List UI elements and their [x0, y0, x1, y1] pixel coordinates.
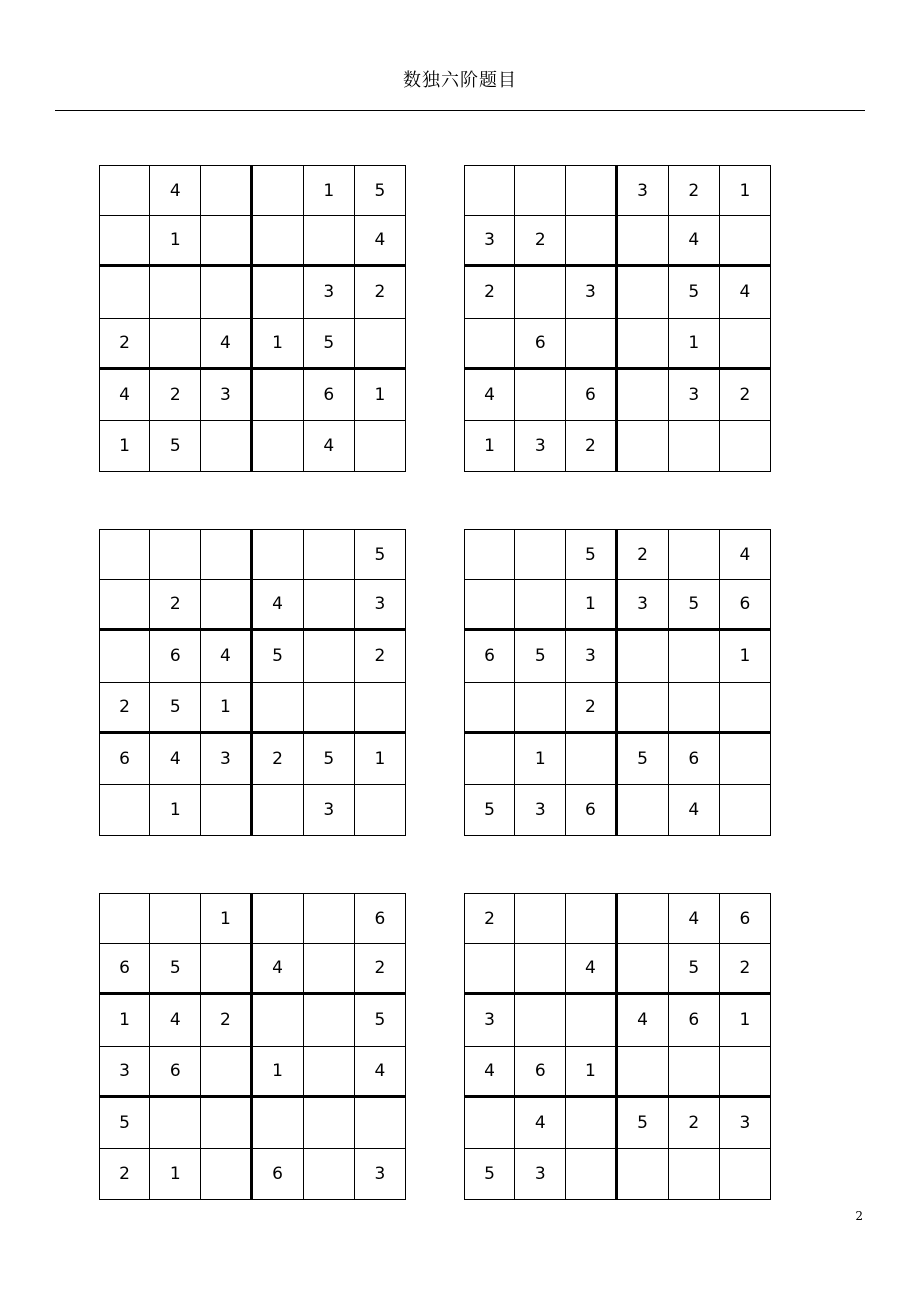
page-number: 2	[855, 1209, 863, 1223]
sudoku-cell: 2	[355, 267, 406, 318]
sudoku-cell	[304, 1149, 355, 1200]
sudoku-cell: 5	[669, 267, 720, 318]
sudoku-cell: 3	[618, 580, 669, 631]
sudoku-cell: 1	[150, 1149, 201, 1200]
sudoku-cell	[304, 944, 355, 995]
sudoku-cell	[566, 995, 617, 1046]
sudoku-cell	[253, 370, 304, 421]
sudoku-grid-6	[464, 893, 771, 1200]
sudoku-cell: 4	[150, 165, 201, 216]
sudoku-cell	[515, 267, 566, 318]
sudoku-cell	[618, 319, 669, 370]
sudoku-cell: 6	[566, 785, 617, 836]
sudoku-cell	[720, 1047, 771, 1098]
sudoku-cell: 2	[669, 165, 720, 216]
sudoku-cell	[304, 893, 355, 944]
sudoku-cell	[515, 165, 566, 216]
sudoku-cell: 5	[464, 1149, 515, 1200]
sudoku-cell	[201, 580, 252, 631]
sudoku-cell: 2	[720, 370, 771, 421]
sudoku-cell	[99, 580, 150, 631]
sudoku-cell: 5	[618, 1098, 669, 1149]
sudoku-cell	[669, 421, 720, 472]
sudoku-cell: 4	[618, 995, 669, 1046]
sudoku-cell	[253, 893, 304, 944]
sudoku-cell	[355, 1098, 406, 1149]
sudoku-cell: 5	[566, 529, 617, 580]
sudoku-cell: 3	[355, 580, 406, 631]
sudoku-cell: 4	[515, 1098, 566, 1149]
sudoku-cell: 5	[355, 529, 406, 580]
sudoku-cell: 4	[720, 529, 771, 580]
sudoku-cell: 5	[150, 944, 201, 995]
sudoku-cell: 5	[669, 580, 720, 631]
sudoku-cell: 5	[464, 785, 515, 836]
sudoku-cell	[515, 683, 566, 734]
sudoku-cell	[201, 1149, 252, 1200]
sudoku-cell	[669, 631, 720, 682]
sudoku-cell: 6	[355, 893, 406, 944]
sudoku-cell	[99, 529, 150, 580]
sudoku-cell: 3	[304, 785, 355, 836]
sudoku-cell: 3	[464, 216, 515, 267]
sudoku-cell	[253, 683, 304, 734]
sudoku-cell	[304, 683, 355, 734]
sudoku-cell	[304, 631, 355, 682]
sudoku-cell: 4	[669, 893, 720, 944]
sudoku-cell	[464, 529, 515, 580]
sudoku-cell	[99, 893, 150, 944]
sudoku-cell: 2	[464, 267, 515, 318]
sudoku-cell	[99, 631, 150, 682]
sudoku-cell: 3	[201, 370, 252, 421]
sudoku-cell	[618, 944, 669, 995]
sudoku-cell: 3	[355, 1149, 406, 1200]
sudoku-cell: 2	[669, 1098, 720, 1149]
sudoku-cell	[201, 165, 252, 216]
sudoku-grid-3	[99, 529, 406, 836]
sudoku-cell	[253, 529, 304, 580]
sudoku-cell: 3	[201, 734, 252, 785]
sudoku-cell: 1	[720, 631, 771, 682]
sudoku-cell: 2	[99, 1149, 150, 1200]
sudoku-cell	[355, 319, 406, 370]
sudoku-cell: 2	[150, 580, 201, 631]
sudoku-cell: 3	[618, 165, 669, 216]
sudoku-cell	[618, 785, 669, 836]
sudoku-grid-1	[99, 165, 406, 472]
sudoku-cell: 1	[304, 165, 355, 216]
sudoku-cell: 5	[99, 1098, 150, 1149]
sudoku-cell: 2	[355, 631, 406, 682]
sudoku-cell: 6	[720, 580, 771, 631]
sudoku-cell: 4	[720, 267, 771, 318]
sudoku-cell	[618, 370, 669, 421]
sudoku-cell	[304, 529, 355, 580]
sudoku-cell	[355, 421, 406, 472]
sudoku-cell: 1	[355, 370, 406, 421]
sudoku-cell: 5	[355, 165, 406, 216]
sudoku-cell: 3	[720, 1098, 771, 1149]
sudoku-cell: 6	[150, 1047, 201, 1098]
sudoku-cell	[720, 216, 771, 267]
sudoku-cell	[201, 267, 252, 318]
sudoku-cell	[304, 580, 355, 631]
sudoku-cell: 1	[669, 319, 720, 370]
page-title: 数独六阶题目	[403, 70, 517, 91]
sudoku-cell: 4	[355, 1047, 406, 1098]
sudoku-cell	[720, 1149, 771, 1200]
sudoku-cell: 6	[150, 631, 201, 682]
sudoku-cell: 6	[669, 734, 720, 785]
sudoku-cell: 1	[201, 683, 252, 734]
sudoku-cell	[99, 267, 150, 318]
sudoku-cell	[253, 165, 304, 216]
sudoku-cell	[150, 267, 201, 318]
sudoku-cell	[201, 529, 252, 580]
sudoku-cell	[355, 683, 406, 734]
sudoku-cell: 4	[566, 944, 617, 995]
sudoku-cell	[464, 1098, 515, 1149]
sudoku-cell	[566, 1098, 617, 1149]
sudoku-grid-4	[464, 529, 771, 836]
sudoku-cell	[515, 580, 566, 631]
sudoku-cell	[618, 893, 669, 944]
sudoku-cell: 4	[201, 319, 252, 370]
sudoku-cell: 2	[150, 370, 201, 421]
sudoku-grid-2	[464, 165, 771, 472]
sudoku-cell: 2	[618, 529, 669, 580]
sudoku-cell	[566, 734, 617, 785]
sudoku-cell: 5	[669, 944, 720, 995]
sudoku-cell	[515, 944, 566, 995]
sudoku-cell: 2	[201, 995, 252, 1046]
sudoku-cell: 1	[515, 734, 566, 785]
sudoku-cell	[253, 995, 304, 1046]
sudoku-cell: 3	[515, 1149, 566, 1200]
sudoku-cell	[515, 893, 566, 944]
sudoku-cell: 4	[150, 734, 201, 785]
sudoku-cell	[253, 267, 304, 318]
sudoku-cell: 1	[566, 1047, 617, 1098]
sudoku-cell	[464, 165, 515, 216]
sudoku-cell	[201, 785, 252, 836]
sudoku-cell	[253, 216, 304, 267]
sudoku-cell	[618, 267, 669, 318]
sudoku-cell: 2	[355, 944, 406, 995]
sudoku-cell: 5	[618, 734, 669, 785]
sudoku-cell: 4	[99, 370, 150, 421]
sudoku-grid-5	[99, 893, 406, 1200]
sudoku-cell: 1	[566, 580, 617, 631]
sudoku-cell	[253, 785, 304, 836]
sudoku-cell: 3	[99, 1047, 150, 1098]
sudoku-cell	[669, 683, 720, 734]
sudoku-cell: 4	[304, 421, 355, 472]
sudoku-cell: 2	[99, 319, 150, 370]
sudoku-cell	[720, 683, 771, 734]
sudoku-cell: 4	[669, 216, 720, 267]
sudoku-cell: 1	[99, 421, 150, 472]
sudoku-cell: 5	[515, 631, 566, 682]
sudoku-cell	[201, 944, 252, 995]
sudoku-cell	[566, 216, 617, 267]
sudoku-cell	[253, 1098, 304, 1149]
sudoku-cell: 6	[99, 944, 150, 995]
sudoku-cell: 4	[669, 785, 720, 836]
sudoku-cell	[720, 734, 771, 785]
sudoku-cell: 5	[150, 683, 201, 734]
sudoku-cell	[201, 1047, 252, 1098]
sudoku-cell: 4	[150, 995, 201, 1046]
sudoku-cell: 2	[720, 944, 771, 995]
sudoku-cell	[464, 944, 515, 995]
sudoku-cell: 5	[304, 319, 355, 370]
sudoku-cell: 1	[720, 165, 771, 216]
sudoku-cell: 6	[464, 631, 515, 682]
sudoku-cell: 4	[201, 631, 252, 682]
sudoku-cell	[515, 370, 566, 421]
sudoku-cell: 1	[150, 785, 201, 836]
sudoku-cell: 5	[304, 734, 355, 785]
sudoku-cell	[618, 631, 669, 682]
header-divider	[55, 110, 865, 111]
sudoku-cell	[515, 995, 566, 1046]
sudoku-cell: 1	[355, 734, 406, 785]
sudoku-cell: 3	[464, 995, 515, 1046]
sudoku-cell	[720, 421, 771, 472]
sudoku-cell: 3	[566, 267, 617, 318]
sudoku-cell	[566, 319, 617, 370]
sudoku-cell	[669, 1149, 720, 1200]
sudoku-cell	[150, 1098, 201, 1149]
sudoku-cell: 2	[464, 893, 515, 944]
sudoku-cell	[201, 421, 252, 472]
sudoku-cell	[304, 216, 355, 267]
sudoku-cell	[618, 1149, 669, 1200]
sudoku-cell	[618, 1047, 669, 1098]
sudoku-cell: 6	[720, 893, 771, 944]
sudoku-cell: 6	[99, 734, 150, 785]
sudoku-cell	[99, 216, 150, 267]
sudoku-cell: 2	[515, 216, 566, 267]
sudoku-cell	[618, 683, 669, 734]
sudoku-cell: 3	[304, 267, 355, 318]
sudoku-cell	[618, 421, 669, 472]
sudoku-cell	[720, 319, 771, 370]
sudoku-cell	[464, 683, 515, 734]
sudoku-cell	[464, 580, 515, 631]
sudoku-cell: 6	[669, 995, 720, 1046]
sudoku-cell: 1	[253, 319, 304, 370]
sudoku-cell	[566, 893, 617, 944]
sudoku-cell	[99, 785, 150, 836]
sudoku-cell: 5	[355, 995, 406, 1046]
sudoku-cell: 1	[464, 421, 515, 472]
sudoku-cell	[618, 216, 669, 267]
sudoku-cell: 5	[150, 421, 201, 472]
sudoku-cell: 6	[253, 1149, 304, 1200]
sudoku-cell	[669, 529, 720, 580]
sudoku-cell	[253, 421, 304, 472]
sudoku-cell: 1	[253, 1047, 304, 1098]
sudoku-cell	[304, 995, 355, 1046]
sudoku-cell	[669, 1047, 720, 1098]
sudoku-cell	[201, 1098, 252, 1149]
sudoku-cell: 1	[201, 893, 252, 944]
sudoku-cell	[720, 785, 771, 836]
sudoku-cell: 3	[669, 370, 720, 421]
sudoku-cell	[515, 529, 566, 580]
sudoku-cell	[150, 529, 201, 580]
sudoku-cell: 4	[253, 580, 304, 631]
sudoku-cell	[304, 1098, 355, 1149]
sudoku-cell: 6	[515, 319, 566, 370]
sudoku-cell: 2	[253, 734, 304, 785]
sudoku-cell	[304, 1047, 355, 1098]
sudoku-cell: 1	[720, 995, 771, 1046]
sudoku-cell: 1	[150, 216, 201, 267]
sudoku-cell: 1	[99, 995, 150, 1046]
sudoku-cell: 5	[253, 631, 304, 682]
sudoku-cell	[99, 165, 150, 216]
sudoku-cell: 4	[253, 944, 304, 995]
sudoku-cell: 3	[515, 785, 566, 836]
sudoku-cell	[150, 893, 201, 944]
sudoku-cell	[201, 216, 252, 267]
sudoku-cell: 6	[515, 1047, 566, 1098]
sudoku-cell	[355, 785, 406, 836]
sudoku-cell: 6	[304, 370, 355, 421]
sudoku-cell: 4	[464, 370, 515, 421]
sudoku-cell: 3	[515, 421, 566, 472]
sudoku-cell	[150, 319, 201, 370]
sudoku-cell: 4	[464, 1047, 515, 1098]
sudoku-cell: 2	[99, 683, 150, 734]
sudoku-cell: 2	[566, 421, 617, 472]
sudoku-cell	[566, 1149, 617, 1200]
sudoku-cell: 4	[355, 216, 406, 267]
sudoku-cell	[464, 319, 515, 370]
sudoku-cell	[566, 165, 617, 216]
sudoku-cell	[464, 734, 515, 785]
sudoku-cell: 3	[566, 631, 617, 682]
sudoku-cell: 6	[566, 370, 617, 421]
sudoku-cell: 2	[566, 683, 617, 734]
